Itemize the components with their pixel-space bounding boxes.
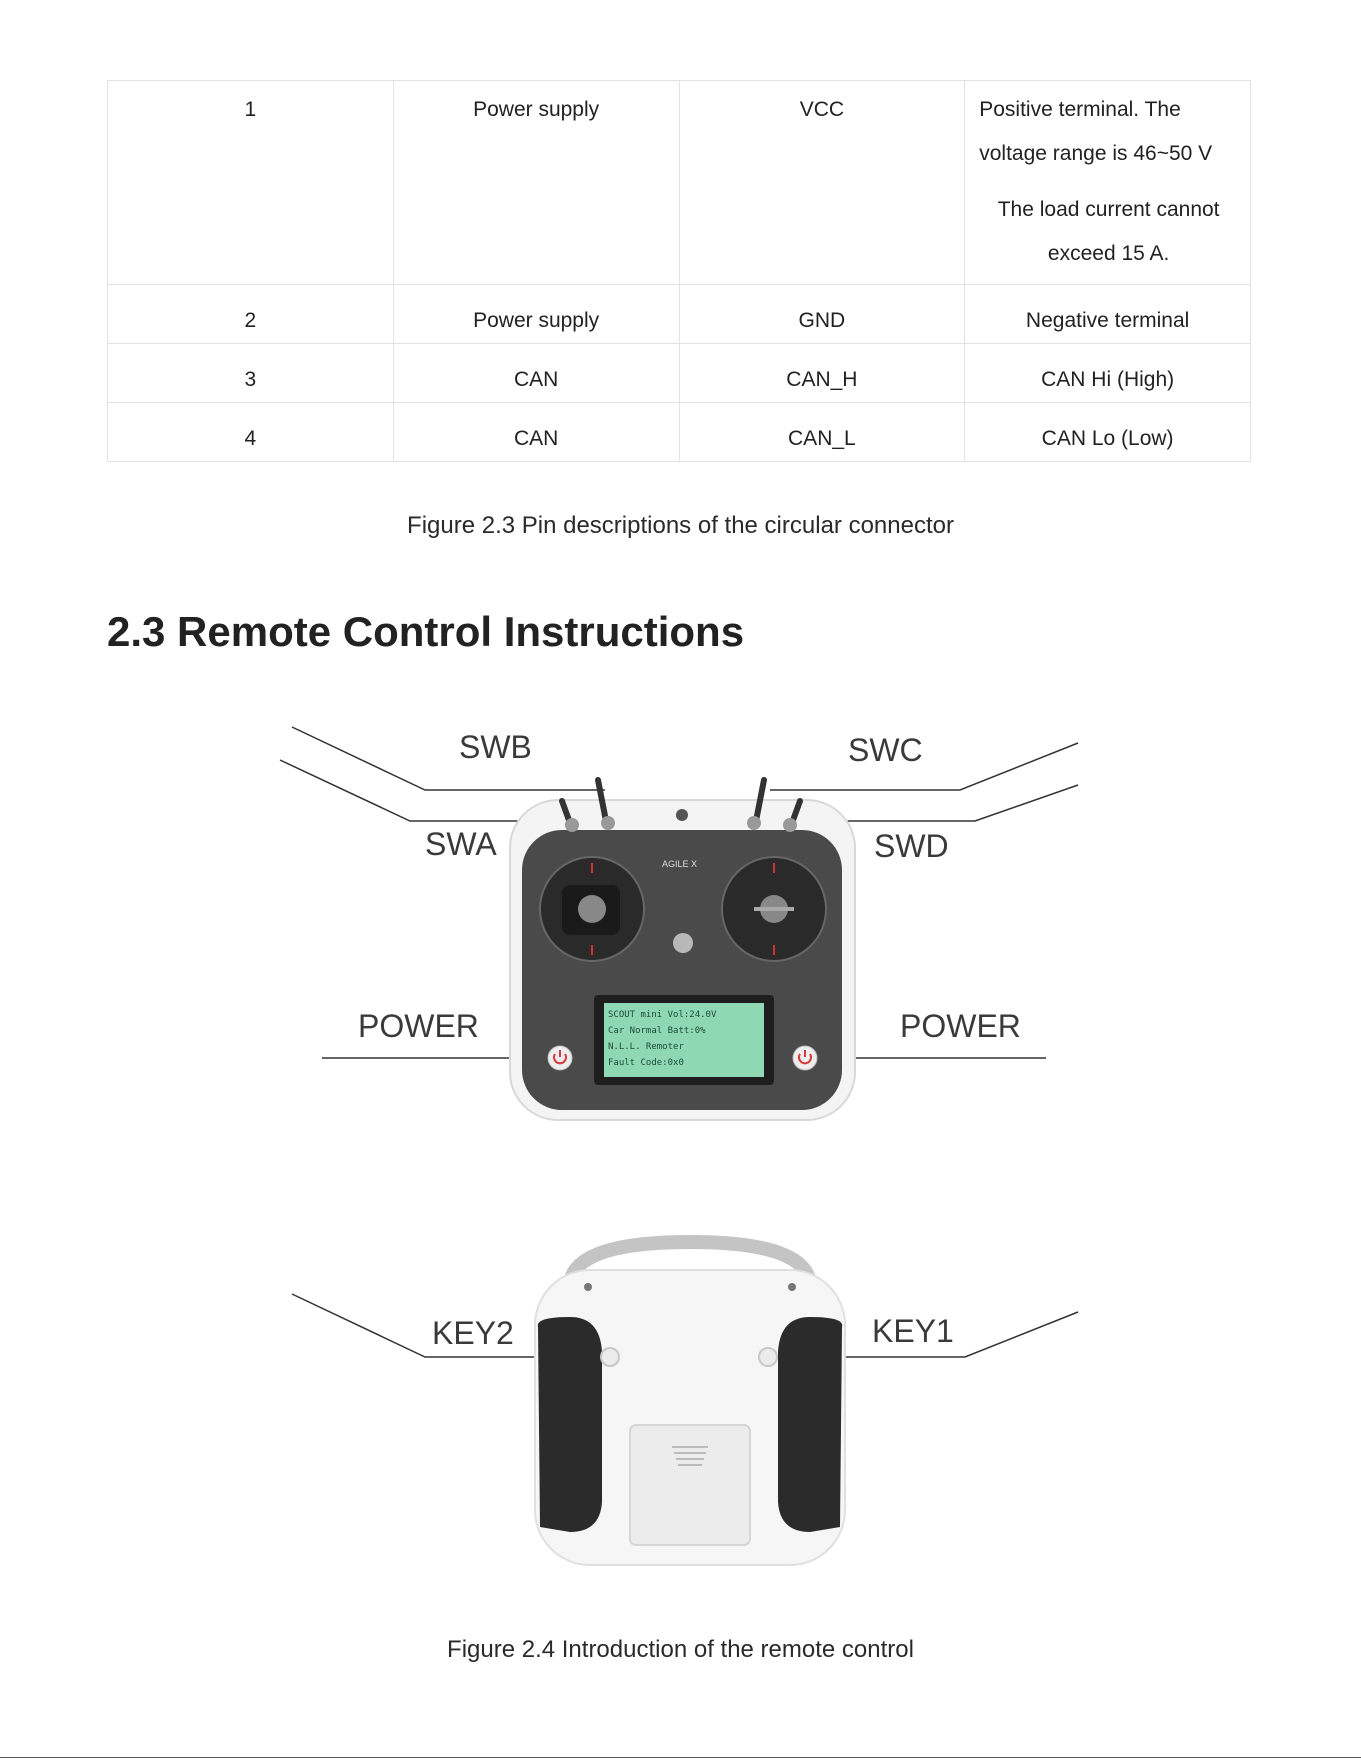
lcd-line: SCOUT mini Vol:24.0V xyxy=(608,1010,717,1020)
right-grip xyxy=(778,1317,842,1532)
callout-swa: SWA xyxy=(425,826,497,862)
pin-type-cell: Power supply xyxy=(393,285,679,344)
pin-description-cell xyxy=(965,81,1251,285)
pin-number-cell: 1 xyxy=(108,81,394,285)
pin-number-cell: 2 xyxy=(108,285,394,344)
callout-swd: SWD xyxy=(874,828,949,864)
pin-type-cell: CAN xyxy=(393,403,679,462)
description-line: Positive terminal. The xyxy=(979,98,1181,121)
pin-number-cell: 3 xyxy=(108,344,394,403)
callout-key2: KEY2 xyxy=(432,1315,514,1351)
pin-number-cell: 4 xyxy=(108,403,394,462)
pin-signal-cell: VCC xyxy=(679,81,965,285)
pin-description-table xyxy=(107,80,1251,462)
left-joystick xyxy=(540,857,644,961)
table-row xyxy=(108,344,1251,403)
pin-type-cell: CAN xyxy=(393,344,679,403)
table-row xyxy=(108,81,1251,285)
pin-type-cell: Power supply xyxy=(393,81,679,285)
power-icon xyxy=(793,1046,817,1070)
left-grip xyxy=(538,1317,602,1532)
battery-cover xyxy=(630,1425,750,1545)
pin-description-cell: CAN Lo (Low) xyxy=(965,403,1251,462)
table-row xyxy=(108,403,1251,462)
description-line: The load current cannot xyxy=(997,198,1220,221)
remote-front-figure xyxy=(270,715,1090,1135)
callout-key1: KEY1 xyxy=(872,1313,954,1349)
callout-swc: SWC xyxy=(848,732,923,768)
pin-description-cell: Negative terminal xyxy=(965,285,1251,344)
remote-back-figure xyxy=(270,1232,1090,1572)
page-footer-rule xyxy=(0,1757,1361,1758)
center-knob xyxy=(673,933,693,953)
pin-signal-cell: GND xyxy=(679,285,965,344)
section-heading: 2.3 Remote Control Instructions xyxy=(107,608,745,655)
lcd-line: Fault Code:0x0 xyxy=(608,1058,684,1068)
callout-swb: SWB xyxy=(459,729,532,765)
lcd-line: Car Normal Batt:0% xyxy=(608,1026,706,1036)
description-line: exceed 15 A. xyxy=(1047,242,1170,265)
callout-power-left: POWER xyxy=(358,1008,479,1044)
figure-2-4-caption: Figure 2.4 Introduction of the remote control xyxy=(447,1636,914,1663)
lcd-line: N.L.L. Remoter xyxy=(608,1042,684,1052)
table-row xyxy=(108,285,1251,344)
pin-description-cell: CAN Hi (High) xyxy=(965,344,1251,403)
right-joystick xyxy=(722,857,826,961)
figure-2-3-caption: Figure 2.3 Pin descriptions of the circular connector xyxy=(407,512,954,539)
key1-button xyxy=(759,1348,777,1366)
power-icon xyxy=(548,1046,572,1070)
callout-power-right: POWER xyxy=(900,1008,1021,1044)
key2-button xyxy=(601,1348,619,1366)
pin-signal-cell: CAN_H xyxy=(679,344,965,403)
pin-signal-cell: CAN_L xyxy=(679,403,965,462)
description-line: voltage range is 46~50 V xyxy=(979,142,1213,165)
brand-logo: AGILE X xyxy=(662,859,698,869)
